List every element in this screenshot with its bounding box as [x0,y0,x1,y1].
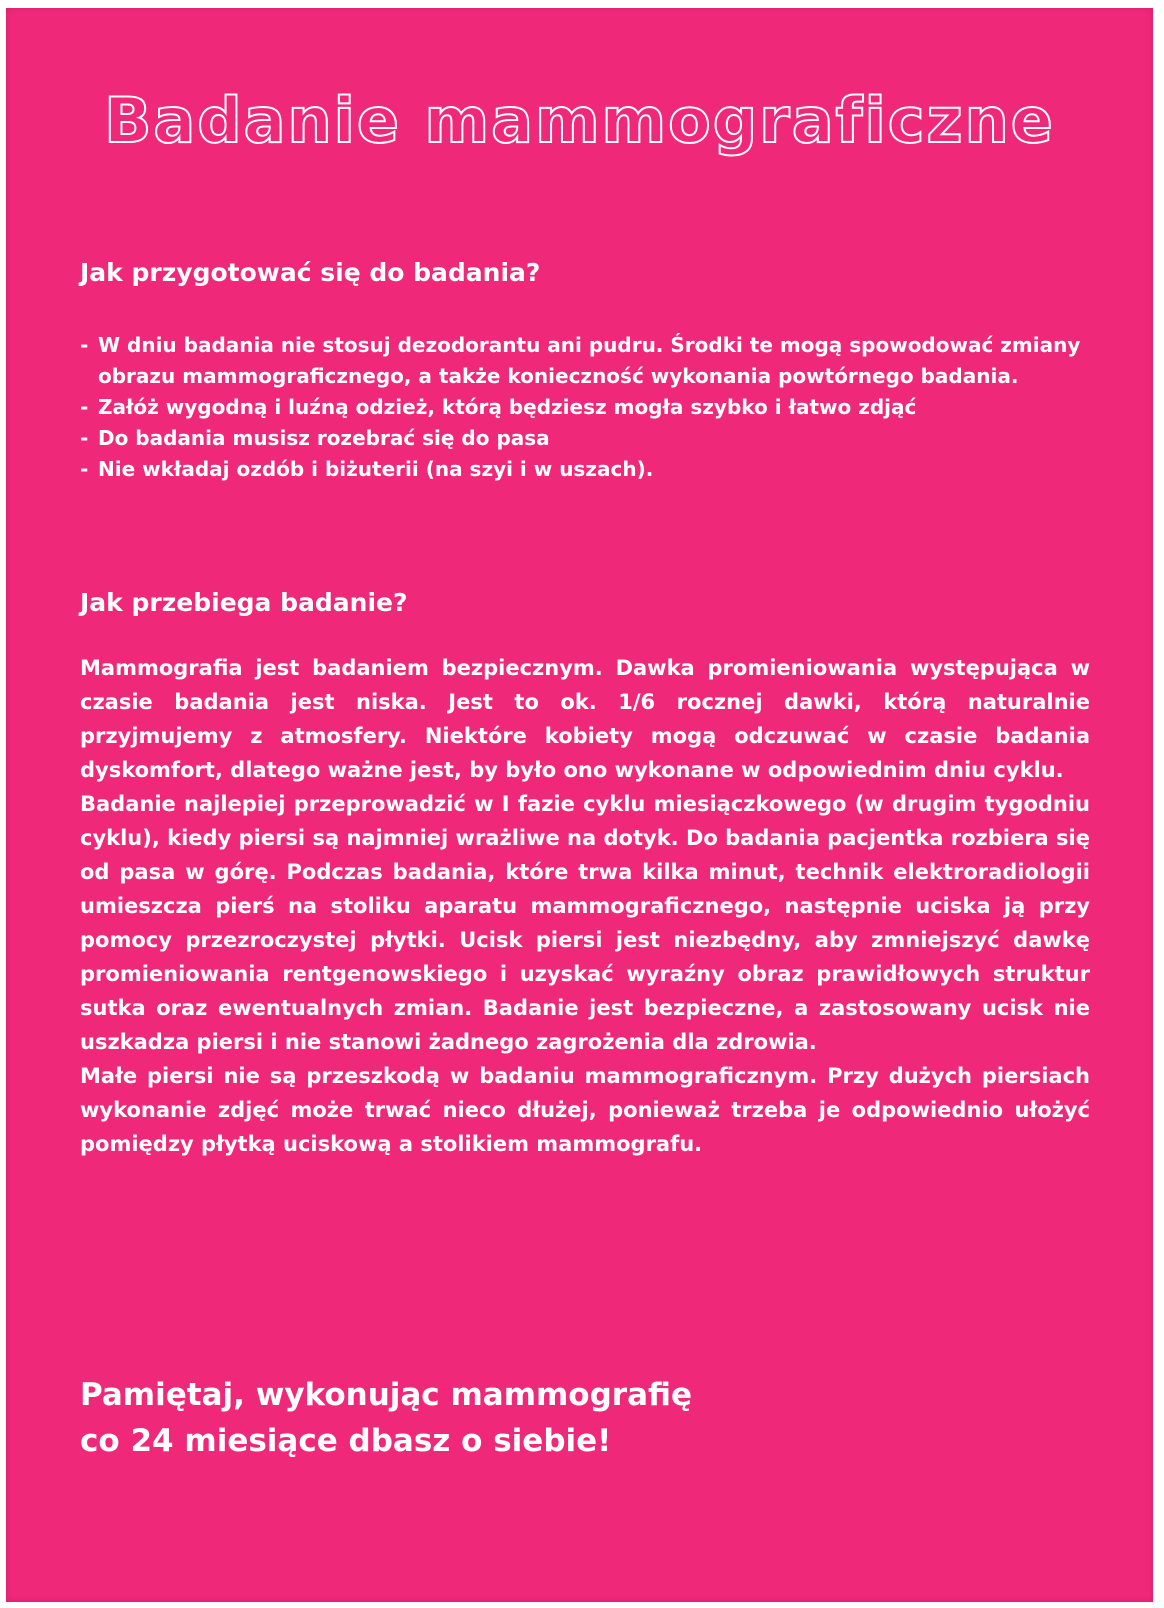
paragraph-safety: Mammografia jest badaniem bezpiecznym. Dawka promieniowania występująca w czasie badania jest niska. Jest to ok. 1/6 rocznej dawki, którą naturalnie przyjmujemy z atmosfery. Niektóre kobiety mogą odczuwać w czasie badania dyskomfort, dlatego ważne jest, by było ono wykonane w odpowiednim dniu cyklu. [80,656,1090,782]
list-item [80,423,1100,454]
reminder-line-1: Pamiętaj, wykonując mammografię [80,1377,692,1413]
bullet-dash: - [80,457,89,481]
list-item-text: Do badania musisz rozebrać się do pasa [98,426,550,450]
leaflet-card [6,8,1153,1602]
paragraph-procedure: Badanie najlepiej przeprowadzić w I fazie cyklu miesiączkowego (w drugim tygodniu cyklu), kiedy piersi są najmniej wrażliwe na dotyk. Do badania pacjentka rozbiera się od pasa w górę. Podczas badania, które trwa kilka minut, technik elektroradiologii umieszcza pierś na stoliku aparatu mammograficznego, następnie uciska ją przy pomocy przezroczystej płytki. Ucisk piersi jest niezbędny, aby zmniejszyć dawkę promieniowania rentgenowskiego i uzyskać wyraźny obraz prawidłowych struktur sutka oraz ewentualnych zmian. Badanie jest bezpieczne, a zastosowany ucisk nie uszkadza piersi i nie stanowi żadnego zagrożenia dla zdrowia. [80,792,1090,1054]
list-item-text: W dniu badania nie stosuj dezodorantu ani pudru. Środki te mogą spowodować zmiany obrazu mammograficznego, a także konieczność wykonania powtórnego badania. [98,333,1081,388]
bullet-dash: - [80,333,89,357]
page-title: Badanie mammograficzne [104,84,1055,157]
section-heading-procedure: Jak przebiega badanie? [80,588,408,617]
list-item [80,330,1100,392]
list-item-text: Załóż wygodną i luźną odzież, którą będziesz mogła szybko i łatwo zdjąć [98,395,917,419]
reminder-line-2: co 24 miesiące dbasz o siebie! [80,1423,612,1459]
list-item [80,392,1100,423]
paragraph-breast-size: Małe piersi nie są przeszkodą w badaniu mammograficznym. Przy dużych piersiach wykonanie zdjęć może trwać nieco dłużej, ponieważ trzeba je odpowiednio ułożyć pomiędzy płytką uciskową a stolikiem mammografu. [80,1064,1090,1156]
procedure-body [80,651,1090,1161]
bullet-dash: - [80,395,89,419]
preparation-list [80,330,1100,485]
bullet-dash: - [80,426,89,450]
list-item [80,454,1100,485]
section-heading-preparation: Jak przygotować się do badania? [80,258,541,287]
list-item-text: Nie wkładaj ozdób i biżuterii (na szyi i w uszach). [98,457,654,481]
reminder-message [80,1372,1080,1464]
